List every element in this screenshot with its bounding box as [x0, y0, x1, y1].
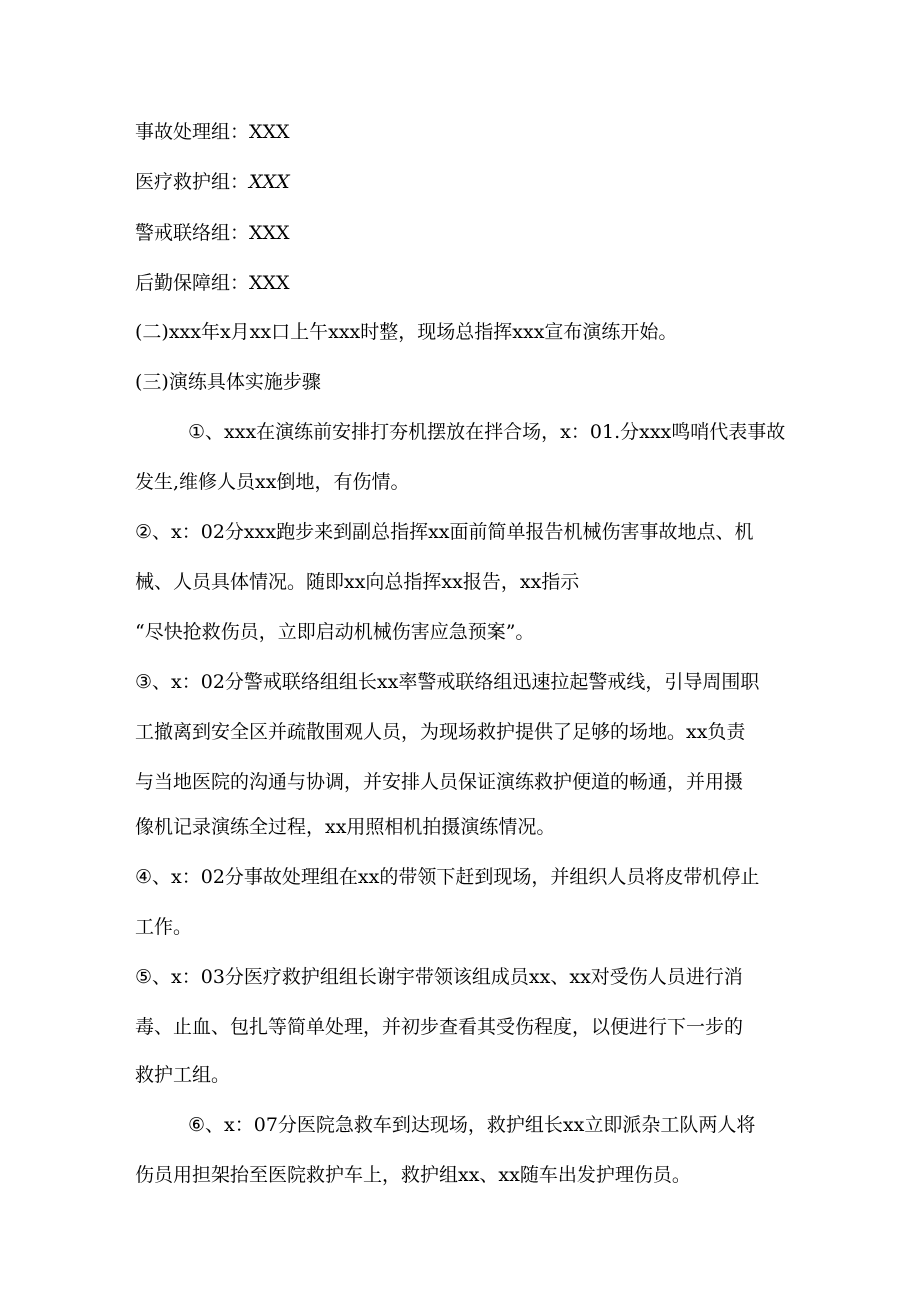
medical-team-label: 医疗救护组：	[135, 171, 250, 193]
text-line-step4-a: ④、x：02分事故处理组在xx的带领下赶到现场，并组织人员将皮带机停止	[135, 866, 760, 888]
text-line-step4-b: 工作。	[135, 916, 193, 938]
text-line-section-two: (二)xxx年x月xx口上午xxx时整，现场总指挥xxx宣布演练开始。	[135, 321, 678, 343]
text-line-step1-b: 发生,维修人员xx倒地，有伤情。	[135, 471, 410, 493]
text-line-logistics-team: 后勤保障组：XXX	[135, 272, 290, 294]
text-line-step5-c: 救护工组。	[135, 1064, 231, 1086]
text-line-guard-team: 警戒联络组：XXX	[135, 222, 290, 244]
text-line-step3-c: 与当地医院的沟通与协调，并安排人员保证演练救护便道的畅通，并用摄	[135, 771, 744, 793]
text-line-step2-a: ②、x：02分xxx跑步来到副总指挥xx面前简单报告机械伤害事故地点、机	[135, 521, 754, 543]
text-line-step3-d: 像机记录演练全过程，xx用照相机拍摄演练情况。	[135, 816, 556, 838]
text-line-section-three-heading: (三)演练具体实施步骤	[135, 371, 321, 393]
text-line-step3-a: ③、x：02分警戒联络组组长xx率警戒联络组迅速拉起警戒线，引导周围职	[135, 671, 760, 693]
text-line-medical-team	[135, 173, 290, 192]
text-line-step2-b: 械、人员具体情况。随即xx向总指挥xx报告，xx指示	[135, 571, 580, 593]
text-line-step6-b: 伤员用担架抬至医院救护车上，救护组xx、xx随车出发护理伤员。	[135, 1164, 691, 1186]
text-line-step5-a: ⑤、x：03分医疗救护组组长谢宇带领该组成员xx、xx对受伤人员进行消	[135, 966, 743, 988]
medical-team-value: XXX	[249, 171, 290, 193]
text-line-step5-b: 毒、止血、包扎等简单处理，并初步查看其受伤程度，以便进行下一步的	[135, 1016, 744, 1038]
text-line-step6-a: ⑥、x：07分医院急救车到达现场，救护组长xx立即派杂工队两人将	[188, 1114, 756, 1136]
text-line-accident-team: 事故处理组：XXX	[135, 121, 290, 143]
text-line-step2-c: “尽快抢救伤员，立即启动机械伤害应急预案”。	[135, 621, 535, 643]
text-line-step1-a: ①、xxx在演练前安排打夯机摆放在拌合场，x：01.分xxx鸣哨代表事故	[188, 421, 786, 443]
text-line-step3-b: 工撤离到安全区并疏散围观人员，为现场救护提供了足够的场地。xx负责	[135, 721, 746, 743]
